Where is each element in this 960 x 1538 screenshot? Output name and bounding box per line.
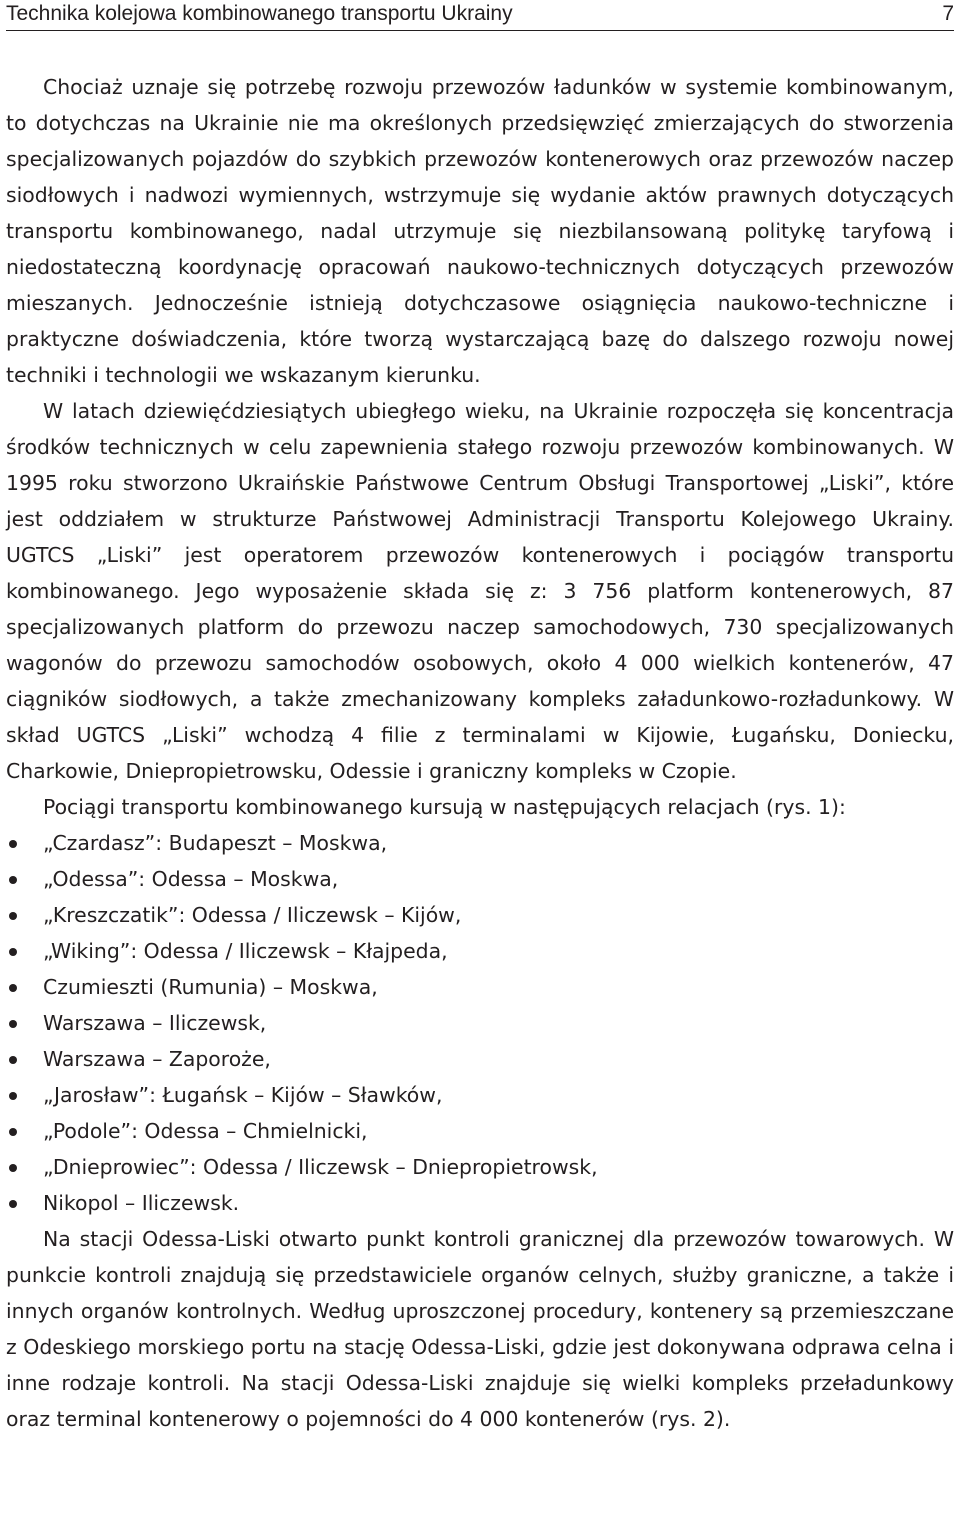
- route-list: [6, 825, 954, 1221]
- paragraph-liski: W latach dziewięćdziesiątych ubiegłego wieku, na Ukrainie rozpoczęła się koncentracja środków technicznych w celu zapewnienia stałego rozwoju przewozów kombinowanych. W 1995 roku stworzono Ukraińskie Państwowe Centrum Obsługi Transportowej „Liski”, które jest oddziałem w strukturze Państwowej Administracji Transportu Kolejowego Ukrainy. UGTCS „Liski” jest operatorem przewozów kontenerowych i pociągów transportu kombinowanego. Jego wyposażenie składa się z: 3 756 platform kontenerowych, 87 specjalizowanych platform do przewozu naczep samochodowych, 730 specjalizowanych wagonów do przewozu samochodów osobowych, około 4 000 wielkich kontenerów, 47 ciągników siodłowych, a także zmechanizowany kompleks załadunkowo-rozładunkowy. W skład UGTCS „Liski” wchodzą 4 filie z terminalami w Kijowie, Ługańsku, Doniecku, Charkowie, Dniepropietrowsku, Odessie i graniczny kompleks w Czopie.: [6, 399, 954, 783]
- list-item: Nikopol – Iliczewsk.: [6, 1185, 954, 1221]
- running-header: [6, 0, 954, 31]
- list-item: Warszawa – Zaporoże,: [6, 1041, 954, 1077]
- running-title: Technika kolejowa kombinowanego transportu Ukrainy: [6, 2, 513, 25]
- paragraph-intro: Chociaż uznaje się potrzebę rozwoju przewozów ładunków w systemie kombinowanym, to dotychczas na Ukrainie nie ma określonych przedsięwzięć zmierzających do stworzenia specjalizowanych pojazdów do szybkich przewozów kontenerowych oraz przewozów naczep siodłowych i nadwozi wymiennych, wstrzymuje się wydanie aktów prawnych dotyczących transportu kombinowanego, nadal utrzymuje się niezbilansowaną politykę taryfową i niedostateczną koordynację opracowań naukowo-technicznych dotyczących przewozów mieszanych. Jednocześnie istnieją dotychczasowe osiągnięcia naukowo-techniczne i praktyczne doświadczenia, które tworzą wystarczającą bazę do dalszego rozwoju nowej techniki i technologii we wskazanym kierunku.: [6, 75, 954, 387]
- list-item: „Czardasz”: Budapeszt – Moskwa,: [6, 825, 954, 861]
- list-item: „Jarosław”: Ługańsk – Kijów – Sławków,: [6, 1077, 954, 1113]
- list-item: „Podole”: Odessa – Chmielnicki,: [6, 1113, 954, 1149]
- list-item: Warszawa – Iliczewsk,: [6, 1005, 954, 1041]
- page-number: 7: [942, 2, 954, 25]
- list-item: Czumieszti (Rumunia) – Moskwa,: [6, 969, 954, 1005]
- list-item: „Dnieprowiec”: Odessa / Iliczewsk – Dniepropietrowsk,: [6, 1149, 954, 1185]
- body-text: [6, 69, 954, 1437]
- list-item: „Kreszczatik”: Odessa / Iliczewsk – Kijów,: [6, 897, 954, 933]
- paragraph-border-control: Na stacji Odessa-Liski otwarto punkt kontroli granicznej dla przewozów towarowych. W punkcie kontroli znajdują się przedstawiciele organów celnych, służby graniczne, a także i innych organów kontrolnych. Według uproszczonej procedury, kontenery są przemieszczane z Odeskiego morskiego portu na stację Odessa-Liski, gdzie jest dokonywana odprawa celna i inne rodzaje kontroli. Na stacji Odessa-Liski znajduje się wielki kompleks przeładunkowy oraz terminal kontenerowy o pojemności do 4 000 kontenerów (rys. 2).: [6, 1227, 954, 1431]
- list-item: „Odessa”: Odessa – Moskwa,: [6, 861, 954, 897]
- list-item: „Wiking”: Odessa / Iliczewsk – Kłajpeda,: [6, 933, 954, 969]
- paragraph-routes-intro: Pociągi transportu kombinowanego kursują w następujących relacjach (rys. 1):: [43, 795, 846, 819]
